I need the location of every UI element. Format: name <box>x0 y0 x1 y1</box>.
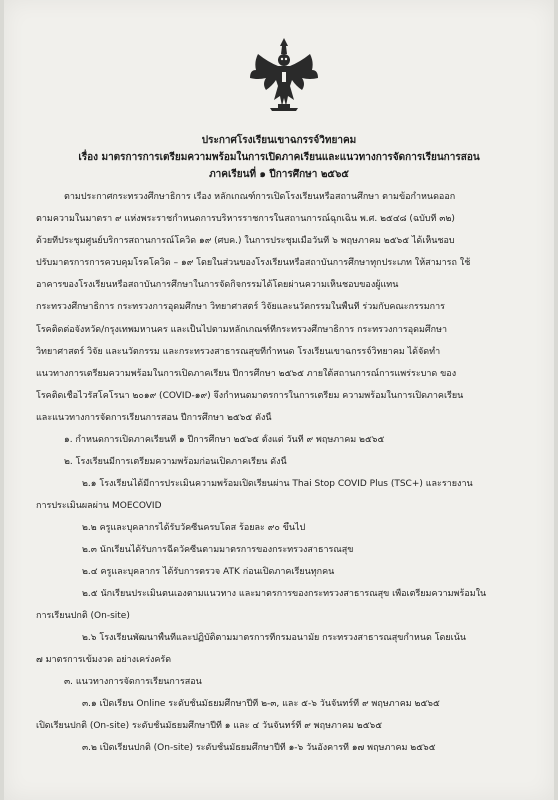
announcement-term: ภาคเรียนที่ ๑ ปีการศึกษา ๒๕๖๕ <box>209 169 349 180</box>
item-2-4: ๒.๔ ครูและบุคลากร ได้รับการตรวจ ATK ก่อนเปิดภาคเรียนทุกคน <box>82 567 335 577</box>
announcement-title: ประกาศโรงเรียนเขาฉกรรจ์วิทยาคม <box>201 135 357 146</box>
item-2: ๒. โรงเรียนมีการเตรียมความพร้อมก่อนเปิดภาคเรียน ดังนี้ <box>64 457 287 467</box>
item-3: ๓. แนวทางการจัดการเรียนการสอน <box>64 677 202 687</box>
item-2-6-cont: ๗ มาตรการเข้มงวด อย่างเคร่งครัด <box>36 655 172 665</box>
item-2-1: ๒.๑ โรงเรียนได้มีการประเมินความพร้อมเปิดเรียนผ่าน Thai Stop COVID Plus (TSC+) และรายงาน <box>82 479 473 489</box>
item-2-3: ๒.๓ นักเรียนได้รับการฉีดวัคซีนตามมาตรการของกระทรวงสาธารณสุข <box>82 545 354 555</box>
item-2-6: ๒.๖ โรงเรียนพัฒนาพื้นที่และปฏิบัติตามมาตรการที่กรมอนามัย กระทรวงสาธารณสุขกำหนด โดยเน้น <box>82 633 467 643</box>
garuda-emblem <box>248 36 320 112</box>
item-2-5: ๒.๕ นักเรียนประเมินตนเองตามแนวทาง และมาตรการของกระทรวงสาธารณสุข เพื่อเตรียมความพร้อมใน <box>82 589 487 599</box>
intro-line: ตามประกาศกระทรวงศึกษาธิการ เรื่อง หลักเกณฑ์การเปิดโรงเรียนหรือสถานศึกษา ตามข้อกำหนดออก <box>64 192 456 202</box>
intro-line: โรคติดต่อจังหวัด/กรุงเทพมหานคร และเป็นไปตามหลักเกณฑ์ที่กระทรวงศึกษาธิการ กระทรวงการอุดมศึกษา <box>36 325 448 335</box>
item-2-1-cont: การประเมินผลผ่าน MOECOVID <box>36 501 162 511</box>
item-2-2: ๒.๒ ครูและบุคลากรได้รับวัคซีนครบโดส ร้อยละ ๙๐ ขึ้นไป <box>82 523 306 533</box>
announcement-page <box>4 0 554 800</box>
intro-line: และแนวทางการจัดการเรียนการสอน ปีการศึกษา ๒๕๖๕ ดังนี้ <box>36 413 272 423</box>
intro-line: ปรับมาตรการการควบคุมโรคโควิด – ๑๙ โดยในส่วนของโรงเรียนหรือสถาบันการศึกษาทุกประเภท ให้สามารถ ใช้ <box>36 258 471 268</box>
intro-line: อาคารของโรงเรียนหรือสถาบันการศึกษาในการจัดกิจกรรมได้โดยผ่านความเห็นชอบของผู้แทน <box>36 280 399 290</box>
intro-line: โรคติดเชื้อไวรัสโคโรนา ๒๐๑๙ (COVID-๑๙) จึงกำหนดมาตรการในการเตรียม ความพร้อมในการเปิดภาคเรียน <box>36 391 464 401</box>
intro-line: กระทรวงศึกษาธิการ กระทรวงการอุดมศึกษา วิทยาศาสตร์ วิจัยและนวัตกรรมในพื้นที่ ร่วมกับคณะกรรมการ <box>36 302 445 312</box>
intro-line: ด้วยที่ประชุมศูนย์บริการสถานการณ์โควิด ๑๙ (ศบค.) ในการประชุมเมื่อวันที่ ๖ พฤษภาคม ๒๕๖๕ ได้เห็นชอบ <box>36 236 455 246</box>
item-3-1: ๓.๑ เปิดเรียน Online ระดับชั้นมัธยมศึกษาปีที่ ๒-๓, และ ๕-๖ วันจันทร์ที่ ๙ พฤษภาคม ๒๕๖๕ <box>82 699 440 709</box>
item-1: ๑. กำหนดการเปิดภาคเรียนที่ ๑ ปีการศึกษา ๒๕๖๕ ตั้งแต่ วันที่ ๙ พฤษภาคม ๒๕๖๕ <box>64 435 385 445</box>
item-3-1-cont: เปิดเรียนปกติ (On-site) ระดับชั้นมัธยมศึกษาปีที่ ๑ และ ๔ วันจันทร์ที่ ๙ พฤษภาคม ๒๕๖๕ <box>36 721 383 731</box>
intro-line: ตามความในมาตรา ๙ แห่งพระราชกำหนดการบริหารราชการในสถานการณ์ฉุกเฉิน พ.ศ. ๒๕๔๘ (ฉบับที่ ๓๒) <box>36 214 455 224</box>
item-3-2: ๓.๒ เปิดเรียนปกติ (On-site) ระดับชั้นมัธยมศึกษาปีที่ ๑-๖ วันอังคารที่ ๑๗ พฤษภาคม ๒๕๖๕ <box>82 743 436 753</box>
item-2-5-cont: การเรียนปกติ (On-site) <box>36 611 130 621</box>
intro-line: แนวทางการเตรียมความพร้อมในการเปิดภาคเรียน ปีการศึกษา ๒๕๖๕ ภายใต้สถานการณ์การแพร่ระบาด ของ <box>36 369 457 379</box>
announcement-subject: เรื่อง มาตรการการเตรียมความพร้อมในการเปิดภาคเรียนและแนวทางการจัดการเรียนการสอน <box>78 152 480 163</box>
intro-line: วิทยาศาสตร์ วิจัย และนวัตกรรม และกระทรวงสาธารณสุขที่กำหนด โรงเรียนเขาฉกรรจ์วิทยาคม ได้จัดทำ <box>36 347 441 357</box>
